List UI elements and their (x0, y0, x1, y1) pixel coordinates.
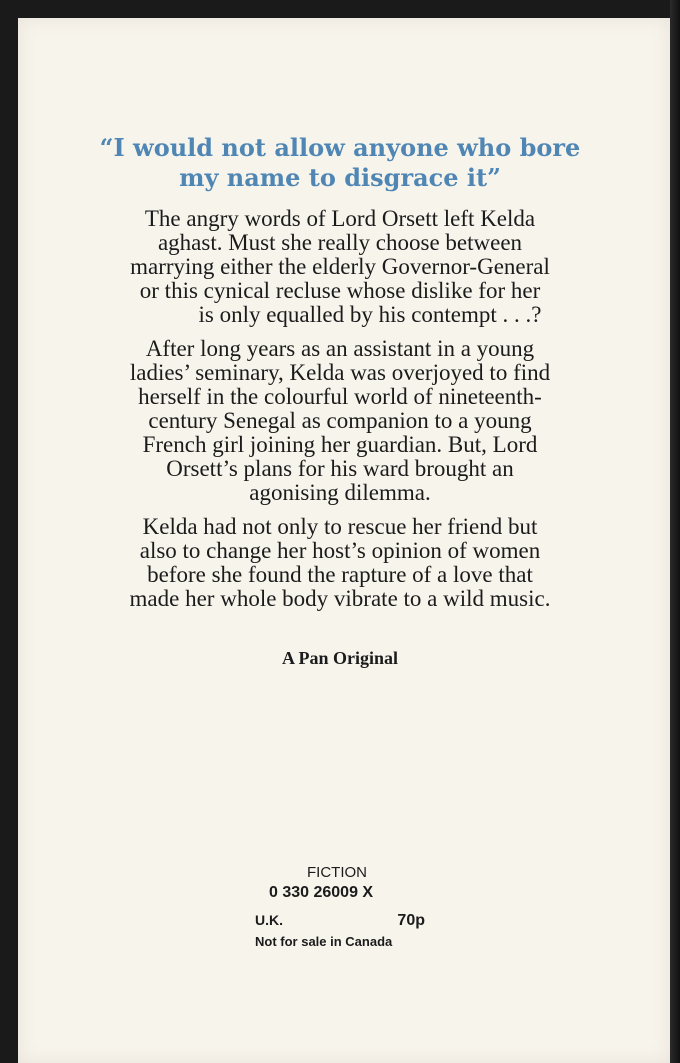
blurb-line: agonising dilemma. (249, 480, 431, 505)
blurb-line: is only equalled by his contempt . . .? (198, 302, 542, 327)
book-metadata (255, 864, 435, 949)
quote-line: “I would not allow anyone who bore (99, 133, 581, 162)
blurb-line: made her whole body vibrate to a wild music. (129, 586, 551, 611)
blurb-line: century Senegal as companion to a young (148, 408, 532, 433)
blurb-line: After long years as an assistant in a young (145, 336, 535, 361)
imprint-line: A Pan Original (281, 648, 398, 668)
blurb-line: marrying either the elderly Governor-General (130, 254, 550, 279)
blurb-line: or this cynical recluse whose dislike for her (139, 278, 541, 303)
price-row (255, 912, 425, 930)
blurb-paragraph-1 (0, 207, 680, 327)
blurb-line: The angry words of Lord Orsett left Kelda (144, 206, 536, 231)
blurb-line: before she found the rapture of a love that (147, 562, 533, 587)
sale-restriction: Not for sale in Canada (255, 934, 393, 949)
blurb-line: also to change her host’s opinion of women (139, 538, 541, 563)
blurb-line: ladies’ seminary, Kelda was overjoyed to find (129, 360, 551, 385)
country-label: U.K. (255, 912, 283, 928)
blurb-line: Kelda had not only to rescue her friend but (142, 514, 538, 539)
blurb-line: French girl joining her guardian. But, Lord (142, 432, 538, 457)
blurb-line: herself in the colourful world of nineteenth- (138, 384, 542, 409)
quote-line: my name to disgrace it” (179, 163, 501, 192)
blurb-paragraph-2 (0, 337, 680, 505)
category-label: FICTION (307, 864, 367, 881)
blurb (0, 207, 680, 621)
isbn: 0 330 26009 X (269, 884, 374, 901)
blurb-paragraph-3 (0, 515, 680, 611)
blurb-line: Orsett’s plans for his ward brought an (166, 456, 514, 481)
blurb-line: aghast. Must she really choose between (157, 230, 523, 255)
price: 70p (397, 912, 425, 929)
pull-quote (0, 133, 680, 193)
